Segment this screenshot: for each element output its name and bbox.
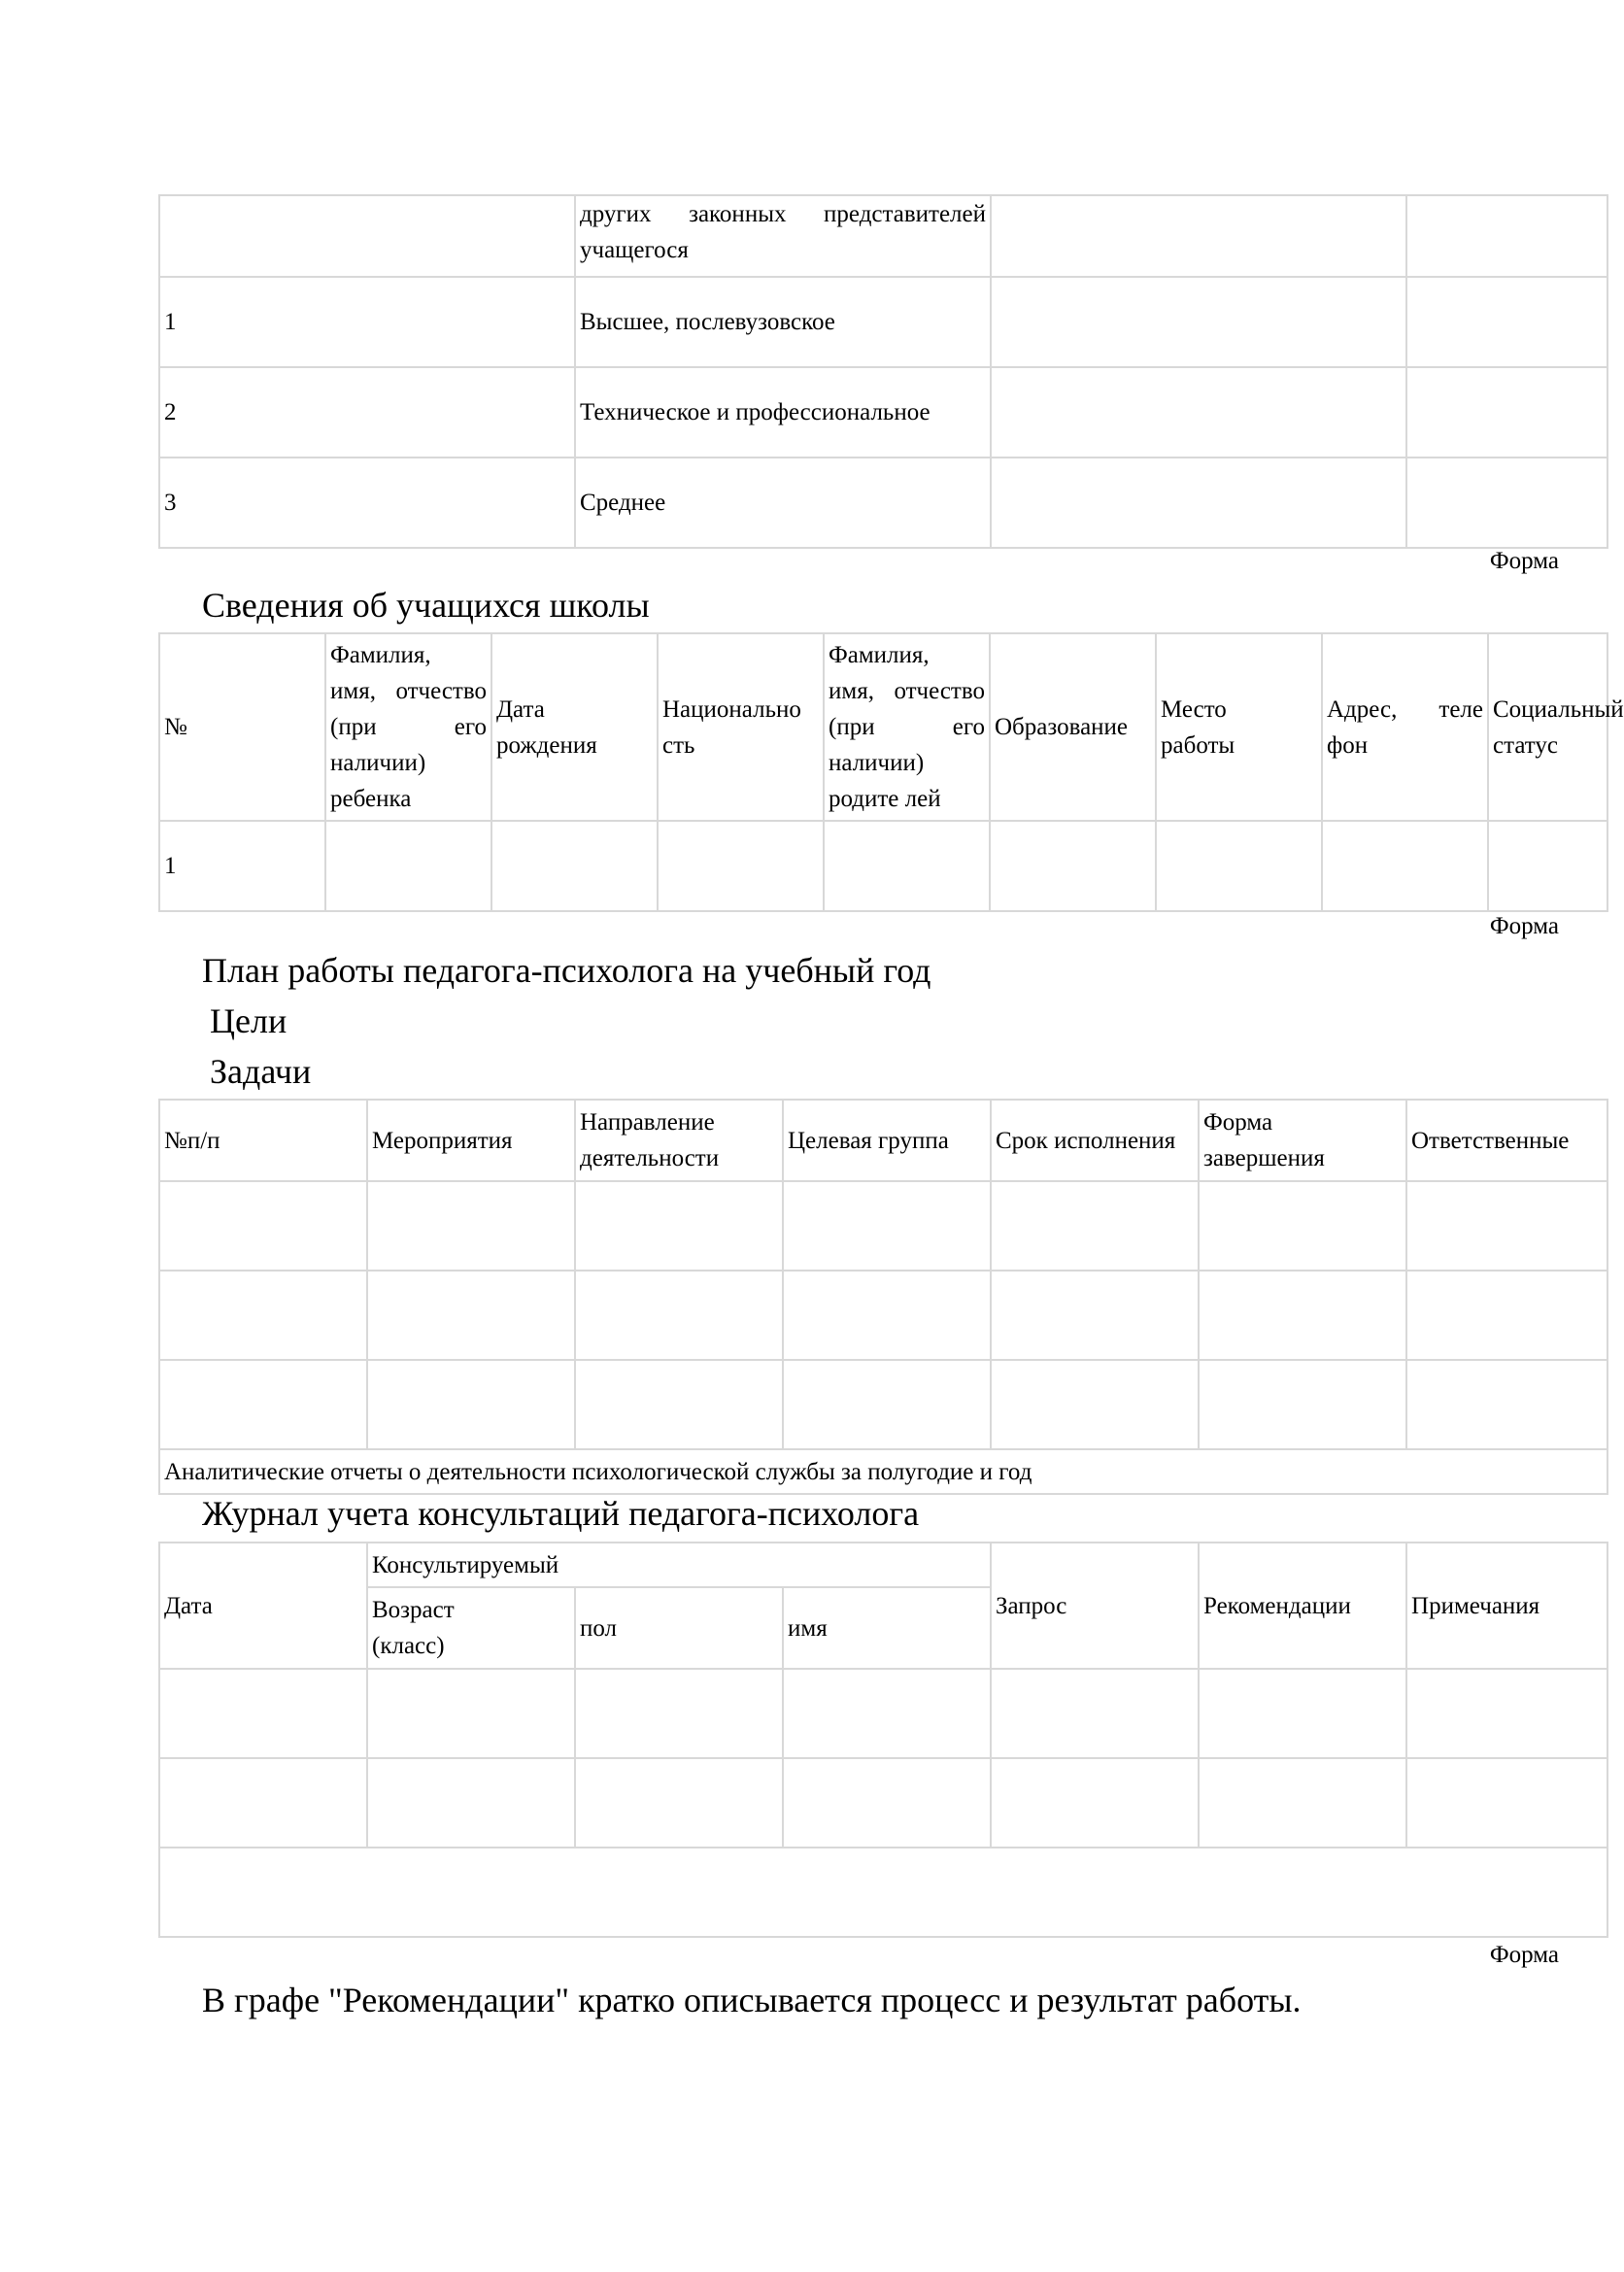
section-title-plan: План работы педагога-психолога на учебный год — [202, 951, 931, 990]
forma-label: Форма — [1489, 913, 1559, 939]
header-child-name — [325, 633, 491, 821]
row-number: 2 — [159, 367, 575, 458]
header-line: других законных представителей — [580, 201, 986, 227]
header-date: Дата — [159, 1543, 367, 1669]
header-line: учащегося — [580, 237, 689, 263]
forma-label: Форма — [1489, 548, 1559, 574]
header-name: имя — [783, 1587, 991, 1669]
header-line: статус — [1493, 731, 1558, 759]
tasks-label: Задачи — [210, 1052, 312, 1091]
header-line: Направление — [580, 1109, 715, 1136]
table-cell — [1406, 277, 1607, 367]
table-cell — [1199, 1669, 1406, 1758]
header-line: сть — [662, 731, 695, 759]
table-cell — [991, 1181, 1199, 1271]
table-cell — [783, 1271, 991, 1360]
table-cell — [1406, 195, 1607, 277]
table-cell — [367, 1758, 575, 1848]
table-cell — [1406, 1758, 1607, 1848]
header-nationality — [658, 633, 824, 821]
header-line: родите лей — [829, 786, 941, 812]
header-completion-form — [1199, 1100, 1406, 1181]
header-work-place — [1156, 633, 1322, 821]
table-cell — [1199, 1271, 1406, 1360]
header-line: Социальный — [1493, 695, 1624, 723]
table-cell — [658, 821, 824, 911]
table-cell — [1406, 1360, 1607, 1449]
header-line: работы — [1161, 731, 1235, 759]
table-cell — [159, 1848, 1607, 1937]
header-sex: пол — [575, 1587, 783, 1669]
header-deadline: Срок исполнения — [991, 1100, 1199, 1181]
row-number: 3 — [159, 458, 575, 548]
forma-label: Форма — [1489, 1942, 1559, 1968]
header-line: рождения — [496, 731, 597, 759]
header-education: Образование — [990, 633, 1156, 821]
table-cell — [991, 277, 1406, 367]
table-cell — [783, 1360, 991, 1449]
table-cell — [367, 1669, 575, 1758]
header-line: имя, отчество — [330, 678, 487, 704]
header-parent-name — [824, 633, 990, 821]
header-line: наличии) — [330, 750, 426, 776]
header-line: Адрес, теле — [1327, 695, 1483, 723]
section-title-students: Сведения об учащихся школы — [202, 586, 650, 625]
table-cell — [1406, 1271, 1607, 1360]
header-line: ребенка — [330, 786, 412, 812]
work-plan-table — [158, 1099, 1608, 1495]
row-label: Высшее, послевузовское — [575, 277, 991, 367]
table-cell — [991, 1360, 1199, 1449]
header-age — [367, 1587, 575, 1669]
header-num: №п/п — [159, 1100, 367, 1181]
header-birth-date — [491, 633, 658, 821]
table-cell — [491, 821, 658, 911]
header-line: (класс) — [372, 1633, 445, 1659]
header-consulted: Консультируемый — [367, 1543, 991, 1587]
table-cell — [824, 821, 990, 911]
header-line: Дата — [496, 695, 545, 723]
header-line: Фамилия, — [330, 642, 431, 668]
row-number: 1 — [159, 821, 325, 911]
table-cell — [1406, 458, 1607, 548]
header-line: Форма — [1203, 1109, 1273, 1136]
education-level-table — [158, 194, 1608, 549]
goals-label: Цели — [210, 1001, 288, 1040]
row-label: Техническое и профессиональное — [575, 367, 991, 458]
table-cell — [1199, 1758, 1406, 1848]
header-request: Запрос — [991, 1543, 1199, 1669]
students-table — [158, 632, 1624, 912]
table-cell — [991, 1271, 1199, 1360]
header-address-phone — [1322, 633, 1488, 821]
header-line: (при его — [330, 714, 487, 740]
analytics-footer-row: Аналитические отчеты о деятельности психологической службы за полугодие и год — [159, 1449, 1607, 1494]
header-recommendations: Рекомендации — [1199, 1543, 1406, 1669]
consultation-journal-table — [158, 1542, 1608, 1938]
table-cell — [1488, 821, 1607, 911]
table-cell — [159, 1669, 367, 1758]
table-cell — [1406, 1181, 1607, 1271]
header-line: Фамилия, — [829, 642, 930, 668]
table-cell — [1322, 821, 1488, 911]
header-direction — [575, 1100, 783, 1181]
section-title-journal: Журнал учета консультаций педагога-психолога — [202, 1494, 920, 1533]
table-cell — [159, 1360, 367, 1449]
table-cell — [991, 458, 1406, 548]
table-cell — [575, 1669, 783, 1758]
table-cell — [1406, 367, 1607, 458]
header-line: Возраст — [372, 1597, 455, 1623]
header-target-group: Целевая группа — [783, 1100, 991, 1181]
table-cell — [783, 1669, 991, 1758]
row-number: 1 — [159, 277, 575, 367]
header-line: фон — [1327, 731, 1369, 759]
table-cell — [575, 1181, 783, 1271]
table-cell — [159, 1758, 367, 1848]
table-cell — [575, 1271, 783, 1360]
header-notes: Примечания — [1406, 1543, 1607, 1669]
table-cell — [991, 367, 1406, 458]
table-cell — [367, 1360, 575, 1449]
header-line: Место — [1161, 695, 1227, 723]
header-responsible: Ответственные — [1406, 1100, 1607, 1181]
table-cell — [991, 195, 1406, 277]
header-social-status — [1488, 633, 1624, 821]
header-cell-representatives — [575, 195, 991, 277]
table-cell — [991, 1669, 1199, 1758]
table-cell — [575, 1758, 783, 1848]
table-cell — [990, 821, 1156, 911]
header-line: Национально — [662, 695, 801, 723]
recommendations-note: В графе "Рекомендации" кратко описывается процесс и результат работы. — [202, 1981, 1302, 2019]
header-num: № — [159, 633, 325, 821]
table-cell — [367, 1271, 575, 1360]
table-cell — [575, 1360, 783, 1449]
header-line: имя, отчество — [829, 678, 985, 704]
table-cell — [159, 1271, 367, 1360]
table-cell — [1199, 1360, 1406, 1449]
header-line: (при его — [829, 714, 985, 740]
table-cell — [159, 1181, 367, 1271]
table-cell — [991, 1758, 1199, 1848]
header-events: Мероприятия — [367, 1100, 575, 1181]
table-cell — [1156, 821, 1322, 911]
table-cell — [367, 1181, 575, 1271]
row-label: Среднее — [575, 458, 991, 548]
table-cell — [783, 1181, 991, 1271]
header-line: деятельности — [580, 1145, 720, 1171]
table-cell — [1406, 1669, 1607, 1758]
table-cell — [325, 821, 491, 911]
header-line: завершения — [1203, 1145, 1325, 1171]
table-cell — [159, 195, 575, 277]
table-cell — [1199, 1181, 1406, 1271]
table-cell — [783, 1758, 991, 1848]
header-line: наличии) — [829, 750, 925, 776]
